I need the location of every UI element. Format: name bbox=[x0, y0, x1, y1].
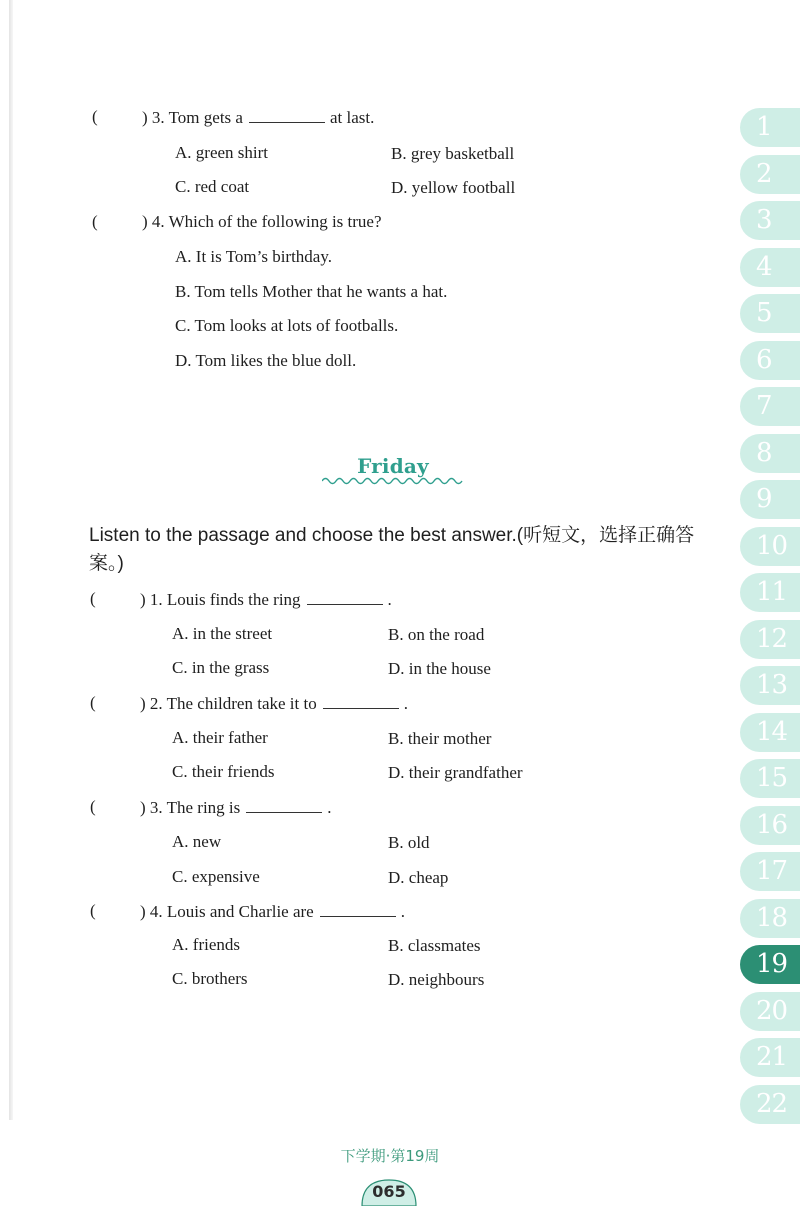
week-tab-16[interactable]: 16 bbox=[740, 806, 800, 845]
question-text-after: at last. bbox=[329, 108, 375, 127]
week-tab-13[interactable]: 13 bbox=[740, 666, 800, 705]
option-a: A. in the street bbox=[172, 624, 273, 643]
week-tab-5[interactable]: 5 bbox=[740, 294, 800, 333]
answer-blank[interactable] bbox=[246, 797, 322, 813]
week-tab-20[interactable]: 20 bbox=[740, 992, 800, 1031]
question-text: ) 4. Louis and Charlie are bbox=[140, 902, 314, 921]
option-a: A. their father bbox=[172, 728, 268, 747]
option-d: D. in the house bbox=[388, 659, 491, 678]
week-tab-6[interactable]: 6 bbox=[740, 341, 800, 380]
option-c: C. brothers bbox=[172, 969, 248, 988]
option-d: D. Tom likes the blue doll. bbox=[175, 351, 357, 370]
answer-paren[interactable]: ( bbox=[90, 797, 96, 816]
question-text: ) 4. Which of the following is true? bbox=[142, 212, 382, 231]
question-part2-1 bbox=[90, 589, 392, 609]
option-d: D. yellow football bbox=[391, 178, 516, 197]
week-tab-7[interactable]: 7 bbox=[740, 387, 800, 426]
answer-paren[interactable]: ( bbox=[92, 212, 98, 231]
answer-paren[interactable]: ( bbox=[92, 107, 98, 126]
question-text: ) 3. The ring is bbox=[140, 798, 241, 817]
option-b: B. Tom tells Mother that he wants a hat. bbox=[175, 282, 448, 301]
week-tab-10[interactable]: 10 bbox=[740, 527, 800, 566]
option-d: D. neighbours bbox=[388, 970, 485, 989]
question-text-after: . bbox=[387, 590, 392, 609]
option-c: C. their friends bbox=[172, 762, 275, 781]
page-binding-edge bbox=[9, 0, 13, 1120]
question-part1-3 bbox=[92, 107, 375, 127]
week-tab-4[interactable]: 4 bbox=[740, 248, 800, 287]
wavy-underline-icon bbox=[322, 476, 464, 486]
week-tab-1[interactable]: 1 bbox=[740, 108, 800, 147]
question-part2-4 bbox=[90, 901, 405, 921]
week-tab-17[interactable]: 17 bbox=[740, 852, 800, 891]
answer-blank[interactable] bbox=[249, 107, 325, 123]
answer-blank[interactable] bbox=[307, 589, 383, 605]
question-text-after: . bbox=[327, 798, 332, 817]
option-c: C. Tom looks at lots of footballs. bbox=[175, 316, 399, 335]
option-b: B. old bbox=[388, 833, 430, 852]
week-tab-8[interactable]: 8 bbox=[740, 434, 800, 473]
option-b: B. their mother bbox=[388, 729, 492, 748]
week-tab-18[interactable]: 18 bbox=[740, 899, 800, 938]
question-part1-4 bbox=[92, 212, 382, 232]
answer-paren[interactable]: ( bbox=[90, 693, 96, 712]
week-tab-14[interactable]: 14 bbox=[740, 713, 800, 752]
week-tab-3[interactable]: 3 bbox=[740, 201, 800, 240]
page-number: 065 bbox=[372, 1182, 406, 1201]
option-c: C. expensive bbox=[172, 867, 260, 886]
question-part2-2 bbox=[90, 693, 408, 713]
option-c: C. in the grass bbox=[172, 658, 270, 677]
section-title: Friday bbox=[357, 454, 429, 478]
question-text: ) 2. The children take it to bbox=[140, 694, 317, 713]
week-tab-15[interactable]: 15 bbox=[740, 759, 800, 798]
footer-label: 下学期·第19周 bbox=[340, 1147, 440, 1165]
week-tab-9[interactable]: 9 bbox=[740, 480, 800, 519]
week-tab-19[interactable]: 19 bbox=[740, 945, 800, 984]
answer-paren[interactable]: ( bbox=[90, 901, 96, 920]
option-b: B. grey basketball bbox=[391, 144, 515, 163]
week-tab-12[interactable]: 12 bbox=[740, 620, 800, 659]
section-instruction: Listen to the passage and choose the best answer.(听短文，选择正确答案。) bbox=[89, 525, 695, 574]
question-part2-3 bbox=[90, 797, 332, 817]
option-b: B. on the road bbox=[388, 625, 485, 644]
week-tab-22[interactable]: 22 bbox=[740, 1085, 800, 1124]
week-tab-21[interactable]: 21 bbox=[740, 1038, 800, 1077]
option-a: A. It is Tom’s birthday. bbox=[175, 247, 333, 266]
answer-blank[interactable] bbox=[320, 901, 396, 917]
question-text-after: . bbox=[403, 694, 408, 713]
option-b: B. classmates bbox=[388, 936, 481, 955]
option-d: D. cheap bbox=[388, 868, 449, 887]
option-a: A. green shirt bbox=[175, 143, 269, 162]
answer-blank[interactable] bbox=[323, 693, 399, 709]
answer-paren[interactable]: ( bbox=[90, 589, 96, 608]
question-text: ) 3. Tom gets a bbox=[142, 108, 243, 127]
question-text: ) 1. Louis finds the ring bbox=[140, 590, 301, 609]
option-a: A. new bbox=[172, 832, 222, 851]
week-tab-2[interactable]: 2 bbox=[740, 155, 800, 194]
option-d: D. their grandfather bbox=[388, 763, 523, 782]
option-c: C. red coat bbox=[175, 177, 250, 196]
week-tab-11[interactable]: 11 bbox=[740, 573, 800, 612]
option-a: A. friends bbox=[172, 935, 240, 954]
question-text-after: . bbox=[400, 902, 405, 921]
